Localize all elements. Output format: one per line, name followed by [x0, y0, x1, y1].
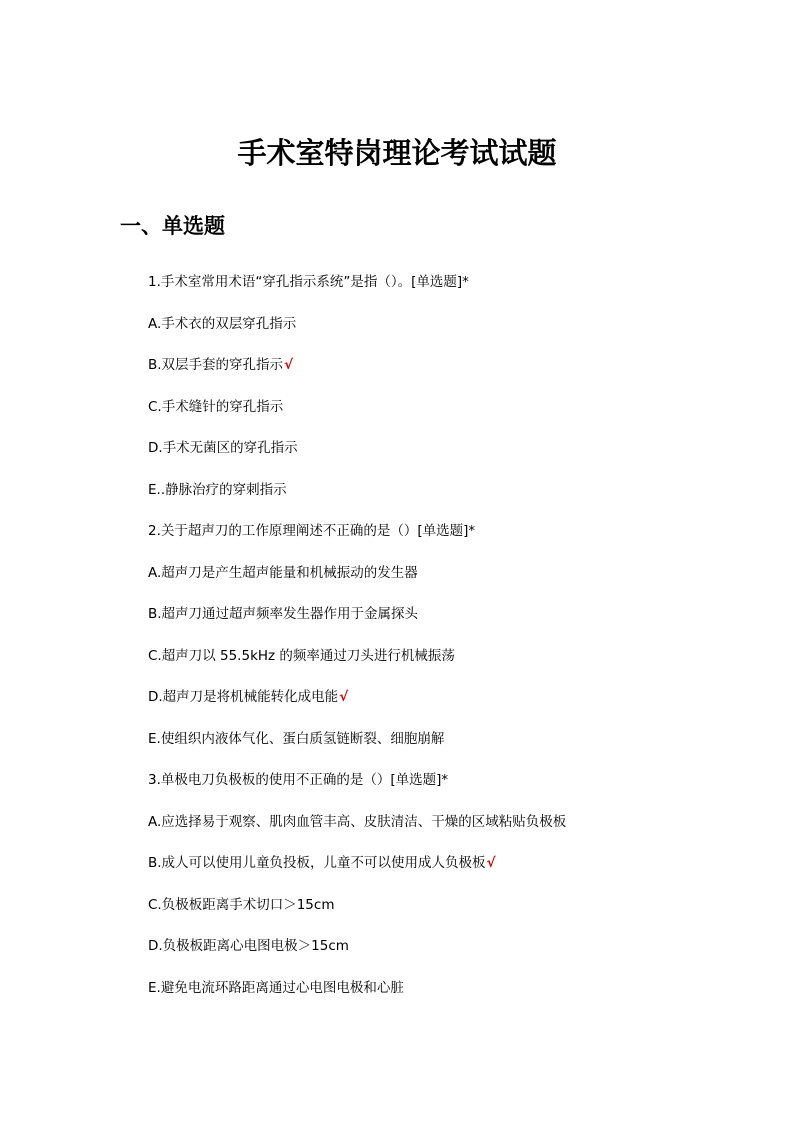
answer-option [148, 646, 768, 666]
option-text: A.手术衣的双层穿孔指示 [148, 315, 297, 332]
question-stem [148, 521, 768, 541]
answer-option [148, 480, 768, 500]
option-text: A.应选择易于观察、肌肉血管丰高、皮肤清洁、干燥的区域粘贴负极板 [148, 813, 567, 830]
answer-option [148, 895, 768, 915]
option-text: E..静脉治疗的穿刺指示 [148, 481, 287, 498]
page-title: 手术室特岗理论考试试题 [237, 136, 557, 170]
answer-option [148, 397, 768, 417]
option-text: E.使组织内液体气化、蛋白质氢链断裂、细胞崩解 [148, 730, 445, 747]
option-text: C.超声刀以 55.5kHz 的频率通过刀头进行机械振荡 [148, 647, 455, 664]
option-text: C.手术缝针的穿孔指示 [148, 398, 284, 415]
answer-option [148, 438, 768, 458]
answer-option [148, 978, 768, 998]
option-text: B.双层手套的穿孔指示 [148, 357, 284, 373]
option-text: A.超声刀是产生超声能量和机械振动的发生器 [148, 564, 418, 581]
answer-option [148, 314, 768, 334]
question-stem-text: 3.单极电刀负极板的使用不正确的是（）[单选题]* [148, 772, 449, 788]
correct-check-icon: √ [486, 855, 496, 871]
answer-option [148, 563, 768, 583]
correct-check-icon: √ [284, 357, 294, 373]
answer-option [148, 936, 768, 956]
option-text: B.成人可以使用儿童负投板，儿童不可以使用成人负极板 [148, 855, 486, 871]
option-text: D.手术无菌区的穿孔指示 [148, 440, 298, 456]
option-text: B.超声刀通过超声频率发生器作用于金属探头 [148, 606, 419, 622]
answer-option [148, 729, 768, 749]
question-stem-text: 2.关于超声刀的工作原理阐述不正确的是（）[单选题]* [148, 523, 476, 539]
question-list [148, 272, 768, 1019]
question-stem [148, 272, 768, 292]
answer-option [148, 812, 768, 832]
answer-option [148, 687, 768, 707]
answer-option [148, 604, 768, 624]
option-text: E.避免电流环路距离通过心电图电极和心脏 [148, 979, 404, 996]
answer-option [148, 355, 768, 375]
question-stem-text: 1.手术室常用术语“穿孔指示系统”是指（）。[单选题]* [148, 274, 469, 290]
section-heading: 一、单选题 [120, 214, 225, 238]
question-stem [148, 770, 768, 790]
correct-check-icon: √ [339, 689, 349, 705]
option-text: C.负极板距离手术切口＞15cm [148, 896, 335, 913]
option-text: D.超声刀是将机械能转化成电能 [148, 689, 339, 705]
answer-option [148, 853, 768, 873]
option-text: D.负极板距离心电图电极＞15cm [148, 938, 349, 954]
